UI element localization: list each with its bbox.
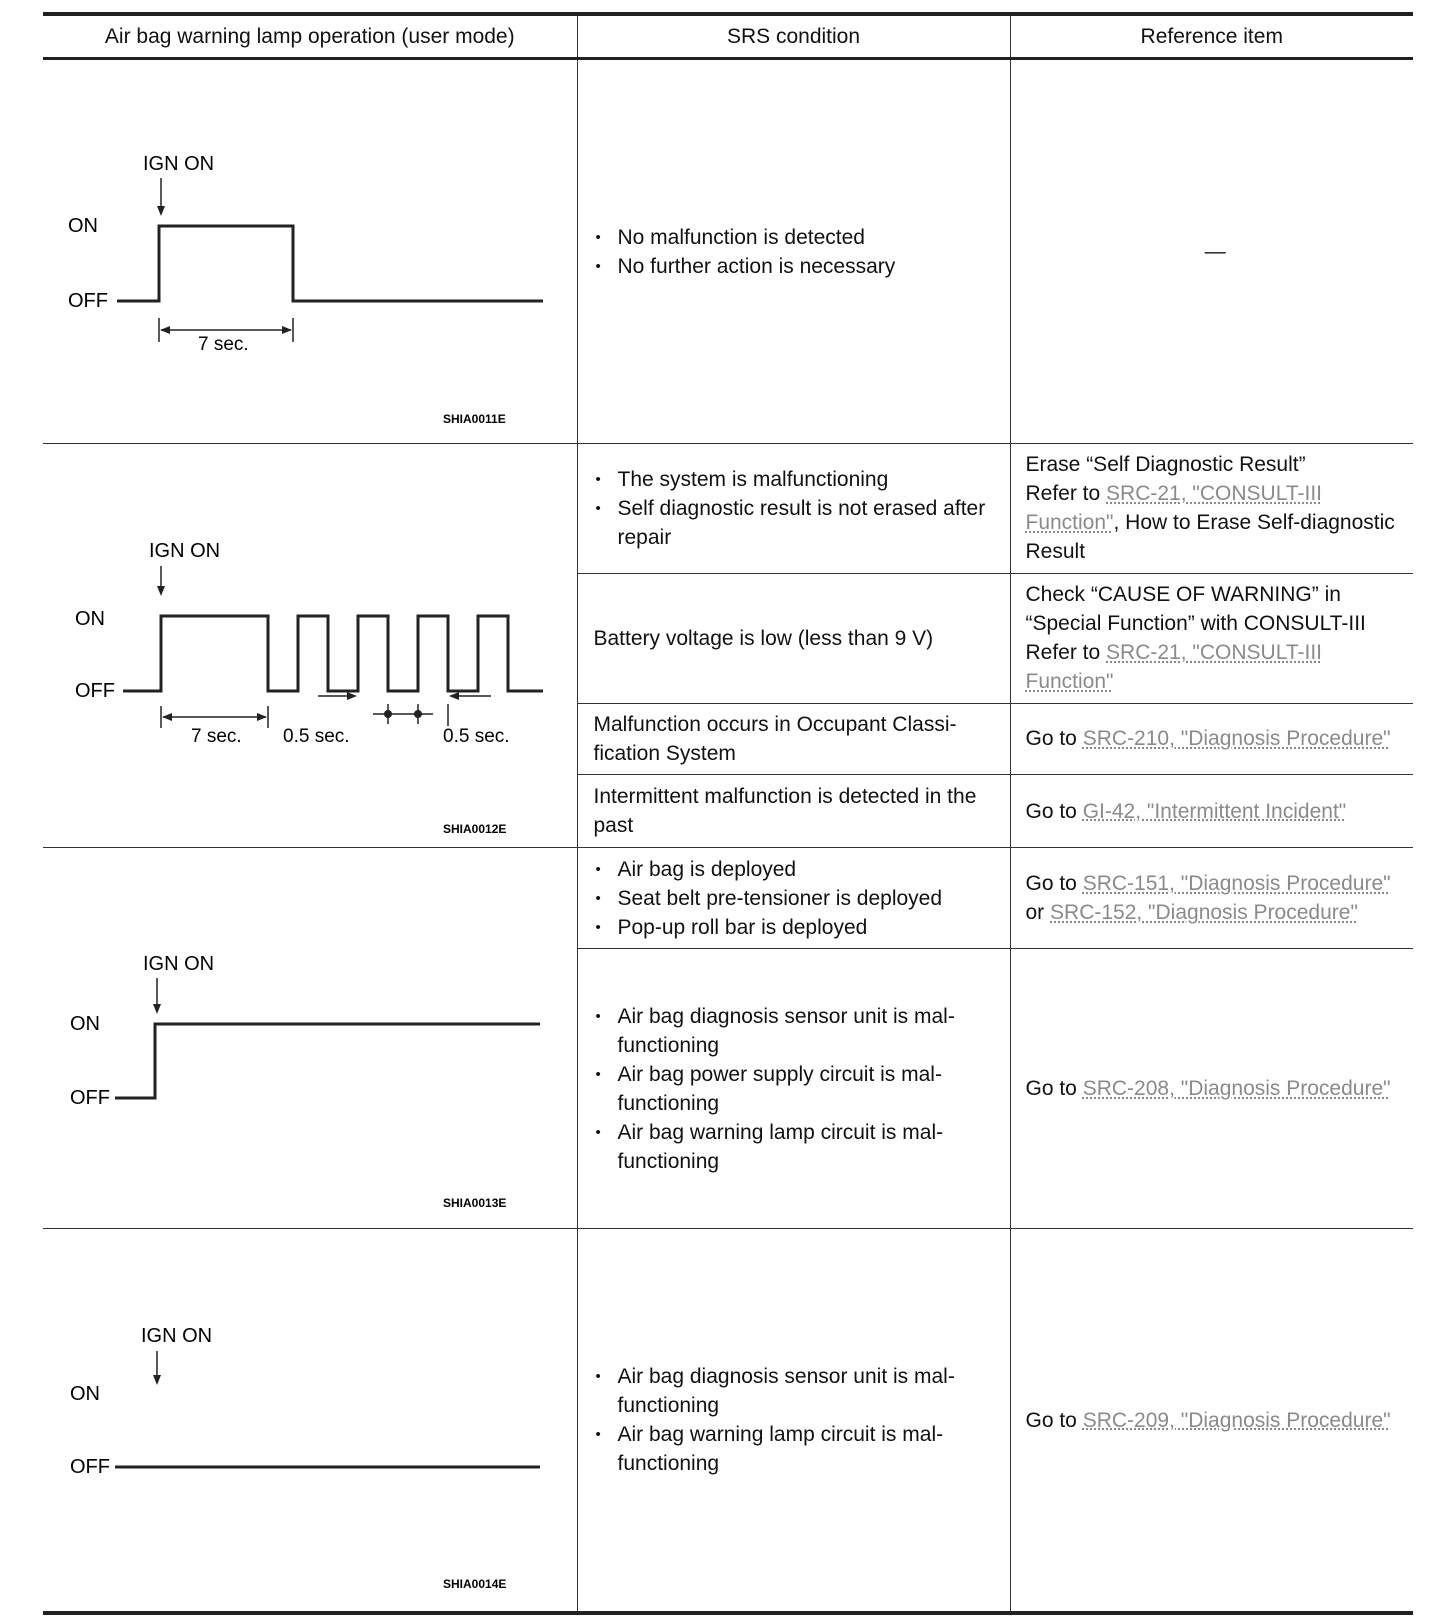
duration-label: 7 sec. xyxy=(198,334,249,356)
lamp-diagram-cell xyxy=(43,443,577,847)
condition-item: • The system is malfunctioning xyxy=(594,465,1000,494)
reference-link-src-208[interactable]: SRC-208, "Diagnosis Procedure" xyxy=(1082,1077,1391,1101)
lamp-waveform-normal xyxy=(43,60,577,440)
condition-item: • Air bag diagnosis sensor unit is malfunctioning xyxy=(594,1002,1000,1060)
condition-item: • Self diagnostic result is not erased after repair xyxy=(594,494,1000,552)
reference-prefix: Go to xyxy=(1025,727,1083,751)
dim-arrow xyxy=(160,326,170,334)
header-reference-item: Reference item xyxy=(1010,14,1413,59)
reference-text: Erase “Self Diagnostic Result” xyxy=(1025,453,1306,477)
ign-on-label: IGN ON xyxy=(143,153,215,176)
reference-cell xyxy=(1010,703,1413,775)
duration-label: 0.5 sec. xyxy=(443,725,510,747)
dim-dot xyxy=(384,710,392,718)
header-srs-condition: SRS condition xyxy=(577,14,1010,59)
lamp-signal-line xyxy=(117,226,543,301)
dim-arrow xyxy=(347,692,357,700)
ign-on-label: IGN ON xyxy=(143,953,215,976)
ign-on-label: IGN ON xyxy=(149,539,221,562)
figure-code: SHIA0011E xyxy=(443,412,506,427)
ign-arrow-head xyxy=(153,1375,161,1385)
reference-cell xyxy=(1010,443,1413,573)
lamp-diagram-cell xyxy=(43,59,577,443)
reference-cell xyxy=(1010,574,1413,703)
table-row xyxy=(43,1229,1413,1613)
ign-arrow-head xyxy=(157,206,165,216)
reference-link-src-151[interactable]: SRC-151, "Diagnosis Procedure" xyxy=(1082,872,1391,896)
on-level-label: ON xyxy=(75,607,105,630)
srs-condition-cell xyxy=(577,949,1010,1229)
off-level-label: OFF xyxy=(68,290,108,313)
reference-prefix: Refer to xyxy=(1025,641,1107,665)
srs-warning-lamp-table xyxy=(43,12,1413,1615)
reference-prefix: Go to xyxy=(1025,1077,1083,1101)
reference-prefix: Refer to xyxy=(1025,482,1107,506)
table-row xyxy=(43,443,1413,573)
reference-cell xyxy=(1010,775,1413,848)
reference-cell xyxy=(1010,1229,1413,1613)
srs-condition-cell: Intermittent malfunction is detected in the past xyxy=(577,775,1010,848)
condition-item: • No further action is necessary xyxy=(594,252,1000,281)
reference-link-src-209[interactable]: SRC-209, "Diagnosis Procedure" xyxy=(1082,1408,1391,1432)
condition-item: • Air bag warning lamp circuit is malfunctioning xyxy=(594,1420,1000,1478)
dim-arrow xyxy=(162,713,172,721)
srs-condition-cell: Battery voltage is low (less than 9 V) xyxy=(577,574,1010,703)
reference-prefix: Go to xyxy=(1025,872,1083,896)
reference-connector: or xyxy=(1025,901,1051,925)
lamp-signal-line xyxy=(123,616,543,691)
lamp-diagram-cell xyxy=(43,1229,577,1613)
condition-item: • Air bag power supply circuit is malfunctioning xyxy=(594,1060,1000,1118)
srs-condition-cell xyxy=(577,848,1010,949)
header-lamp-operation: Air bag warning lamp operation (user mode) xyxy=(43,14,577,59)
table-header-row xyxy=(43,14,1413,59)
lamp-diagram-cell xyxy=(43,848,577,1229)
reference-text: Check “CAUSE OF WARNING” in “Special Function” with CONSULT-III xyxy=(1025,583,1366,636)
ign-on-label: IGN ON xyxy=(141,1325,213,1348)
srs-condition-cell xyxy=(577,443,1010,573)
on-level-label: ON xyxy=(70,1013,100,1036)
table-row xyxy=(43,848,1413,949)
reference-suffix: , How to Erase Self-diagnostic Result xyxy=(1025,511,1395,564)
reference-cell xyxy=(1010,949,1413,1229)
lamp-waveform-flashing xyxy=(43,444,577,850)
reference-link-src-21[interactable]: SRC-21, "CONSULT-III Function" xyxy=(1025,482,1322,535)
condition-item: • No malfunction is detected xyxy=(594,223,1000,252)
reference-prefix: Go to xyxy=(1025,1408,1083,1432)
reference-link-gi-42[interactable]: GI-42, "Intermittent Incident" xyxy=(1082,799,1347,823)
on-level-label: ON xyxy=(68,215,98,238)
reference-prefix: Go to xyxy=(1025,799,1083,823)
duration-label: 0.5 sec. xyxy=(283,725,350,747)
off-level-label: OFF xyxy=(75,679,115,702)
dim-arrow xyxy=(282,326,292,334)
reference-link-src-152[interactable]: SRC-152, "Diagnosis Procedure" xyxy=(1050,901,1358,925)
condition-item: • Air bag diagnosis sensor unit is malfunctioning xyxy=(594,1362,1000,1420)
off-level-label: OFF xyxy=(70,1087,110,1110)
off-level-label: OFF xyxy=(70,1456,110,1479)
condition-item: • Air bag is deployed xyxy=(594,855,1000,884)
figure-code: SHIA0014E xyxy=(443,1577,507,1592)
ign-arrow-head xyxy=(153,1004,161,1014)
condition-item: • Pop-up roll bar is deployed xyxy=(594,913,1000,942)
ign-arrow-head xyxy=(157,586,165,596)
srs-condition-cell xyxy=(577,1229,1010,1613)
reference-cell xyxy=(1010,848,1413,949)
duration-label: 7 sec. xyxy=(191,725,242,747)
condition-item: • Air bag warning lamp circuit is malfunctioning xyxy=(594,1118,1000,1176)
dim-arrow xyxy=(257,713,267,721)
table-row xyxy=(43,59,1413,443)
lamp-waveform-steady-on xyxy=(43,848,577,1225)
dim-dot xyxy=(414,710,422,718)
dim-arrow xyxy=(449,692,459,700)
reference-link-src-210[interactable]: SRC-210, "Diagnosis Procedure" xyxy=(1082,727,1391,751)
srs-condition-cell: Malfunction occurs in Occupant Classification System xyxy=(577,703,1010,775)
on-level-label: ON xyxy=(70,1383,100,1406)
srs-condition-cell xyxy=(577,59,1010,443)
figure-code: SHIA0013E xyxy=(443,1196,507,1211)
figure-code: SHIA0012E xyxy=(443,821,507,836)
reference-link-src-21[interactable]: SRC-21, "CONSULT-III Function" xyxy=(1025,641,1322,694)
lamp-signal-line xyxy=(115,1024,540,1098)
condition-item: • Seat belt pre-tensioner is deployed xyxy=(594,884,1000,913)
reference-cell: — xyxy=(1010,59,1413,443)
lamp-waveform-steady-off xyxy=(43,1229,577,1609)
